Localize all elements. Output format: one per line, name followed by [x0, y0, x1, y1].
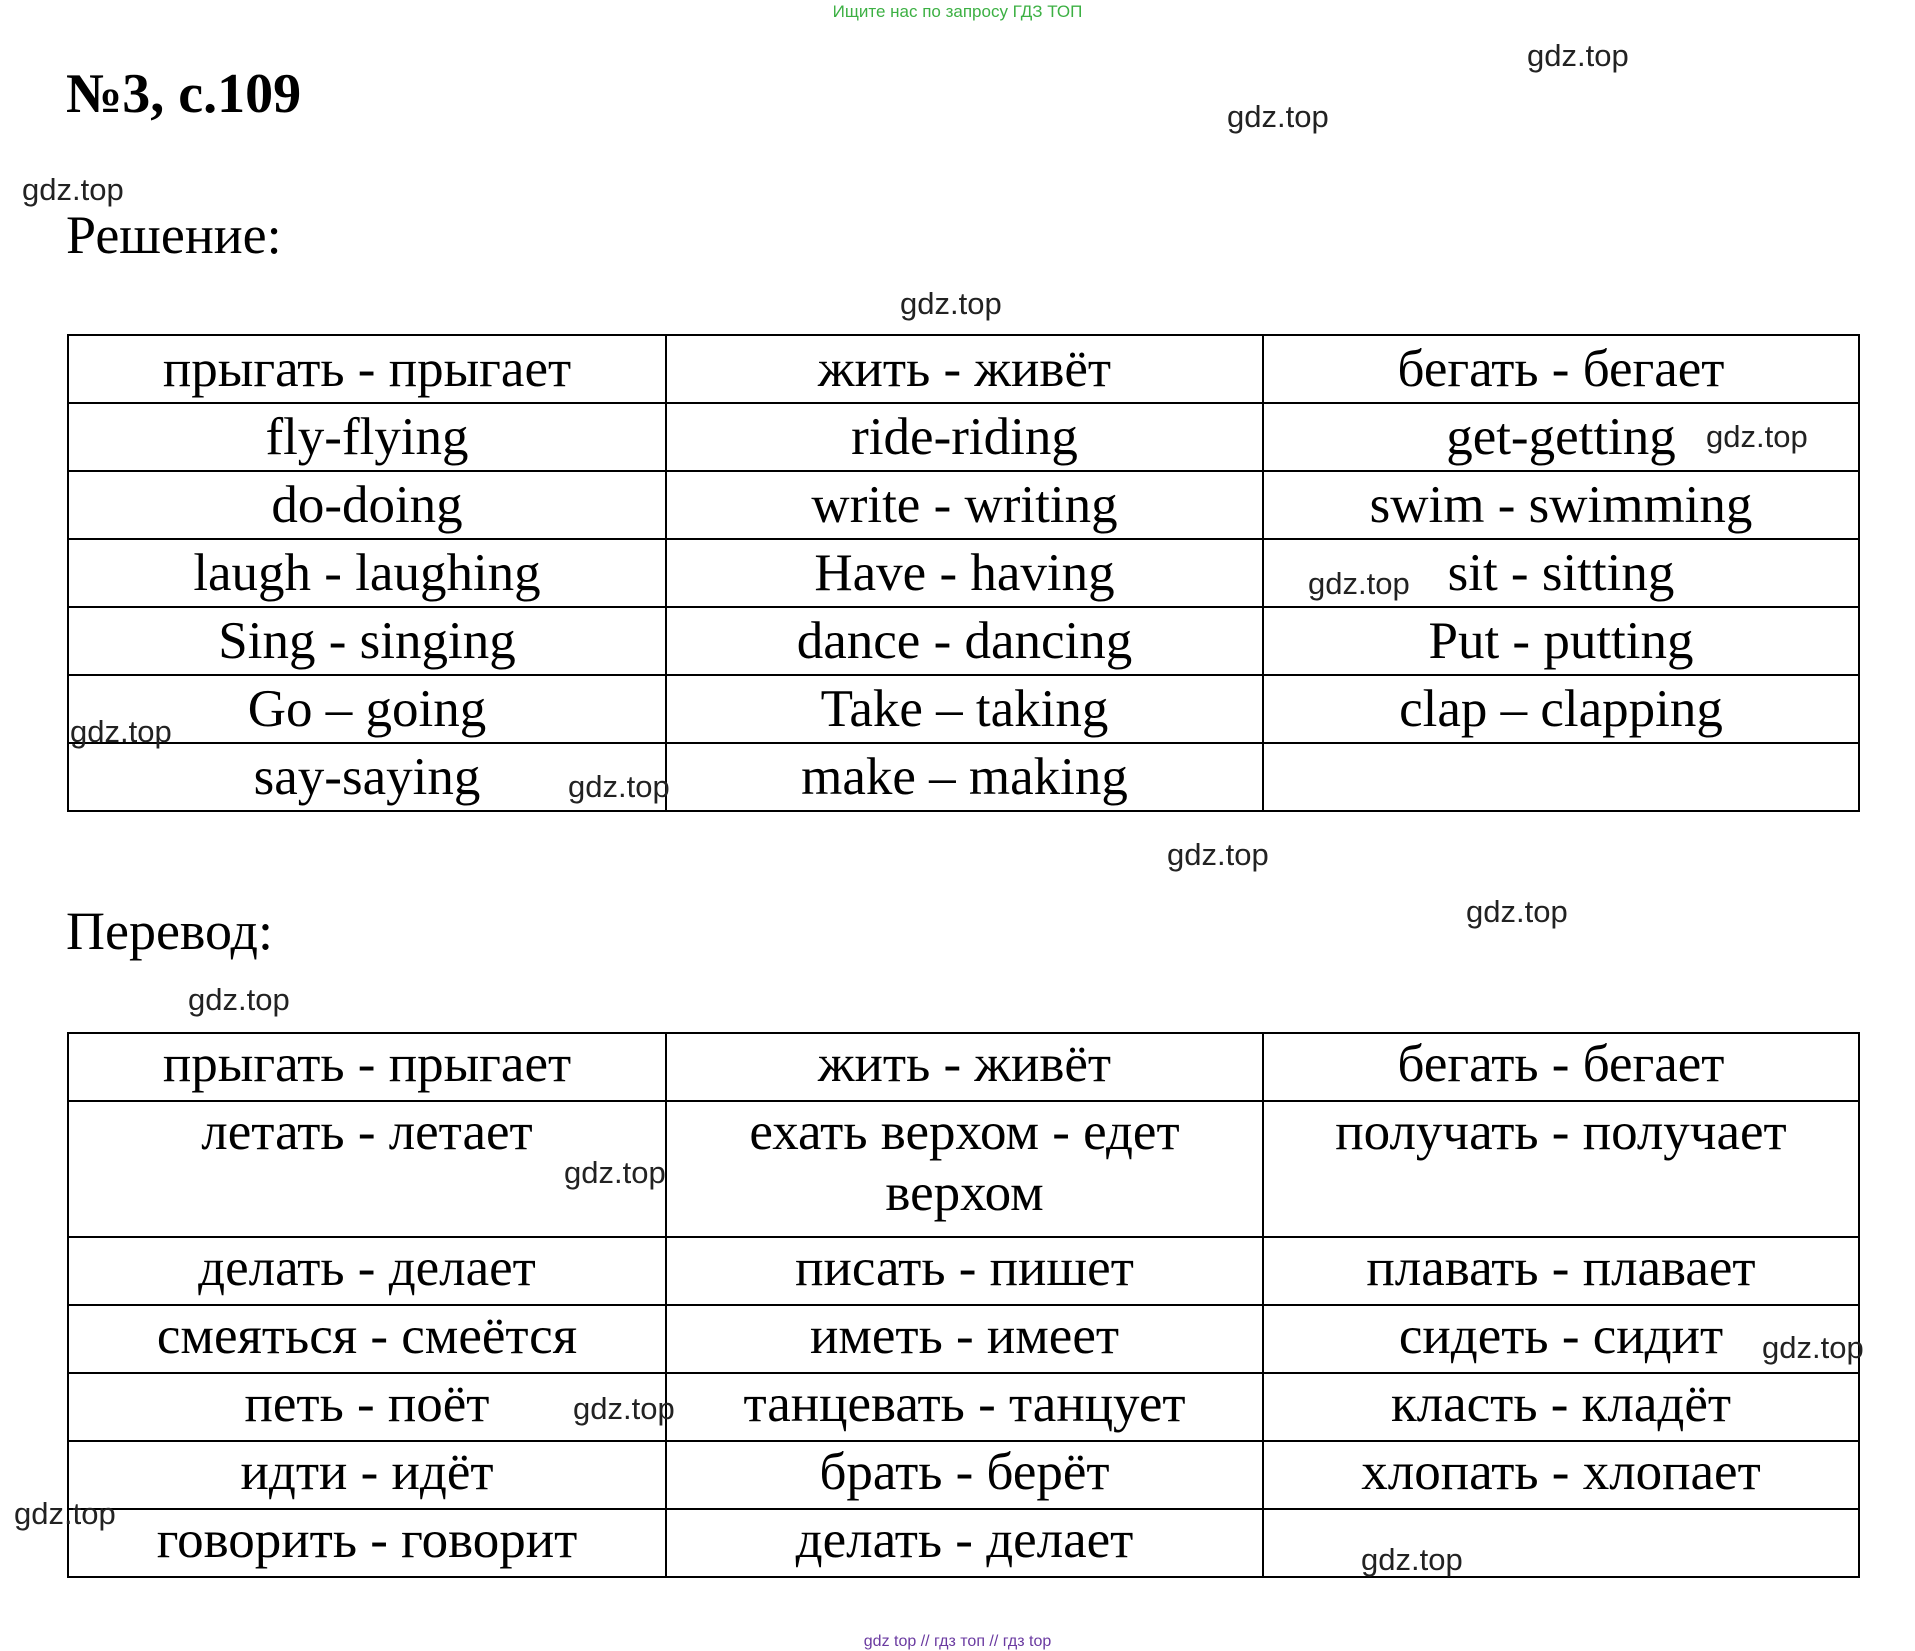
watermark: gdz.top	[1466, 894, 1568, 929]
table-cell: бегать - бегает	[1263, 1033, 1859, 1101]
search-hint: Ищите нас по запросу ГДЗ ТОП	[832, 2, 1083, 21]
watermark: gdz.top	[22, 172, 124, 207]
table-cell: write - writing	[666, 471, 1263, 539]
table-cell: жить - живёт	[666, 335, 1263, 403]
table-cell: ехать верхом - едет верхом	[666, 1101, 1263, 1237]
table-cell	[1263, 743, 1859, 811]
table-cell: прыгать - прыгает	[68, 335, 666, 403]
table-cell: get-getting	[1263, 403, 1859, 471]
table-cell: clap – clapping	[1263, 675, 1859, 743]
table-cell: летать - летает	[68, 1101, 666, 1237]
watermark: gdz.top	[1706, 419, 1808, 454]
task-title: №3, с.109	[66, 63, 302, 125]
solution-label: Решение:	[66, 205, 282, 265]
table-cell: Sing - singing	[68, 607, 666, 675]
watermark: gdz.top	[568, 769, 670, 804]
watermark: gdz.top	[1762, 1330, 1864, 1365]
table-cell: laugh - laughing	[68, 539, 666, 607]
table-cell: бегать - бегает	[1263, 335, 1859, 403]
table-cell: жить - живёт	[666, 1033, 1263, 1101]
translation-table-body	[68, 1033, 1859, 1577]
solution-table-body	[68, 335, 1859, 811]
watermark: gdz.top	[1361, 1542, 1463, 1577]
table-row	[68, 403, 1859, 471]
table-row	[68, 1101, 1859, 1237]
table-row	[68, 1373, 1859, 1441]
table-row	[68, 1033, 1859, 1101]
table-cell: ride-riding	[666, 403, 1263, 471]
table-cell: Have - having	[666, 539, 1263, 607]
watermark: gdz.top	[188, 982, 290, 1017]
table-cell: сидеть - сидит	[1263, 1305, 1859, 1373]
table-row	[68, 1305, 1859, 1373]
table-cell: смеяться - смеётся	[68, 1305, 666, 1373]
table-cell: петь - поёт	[68, 1373, 666, 1441]
table-cell: делать - делает	[666, 1509, 1263, 1577]
table-row	[68, 1509, 1859, 1577]
watermark: gdz.top	[70, 714, 172, 749]
table-cell: make – making	[666, 743, 1263, 811]
table-row	[68, 1237, 1859, 1305]
table-cell: прыгать - прыгает	[68, 1033, 666, 1101]
watermark: gdz.top	[900, 286, 1002, 321]
table-cell: sit - sitting	[1263, 539, 1859, 607]
table-cell	[1263, 1509, 1859, 1577]
table-cell: брать - берёт	[666, 1441, 1263, 1509]
table-cell: say-saying	[68, 743, 666, 811]
table-cell: делать - делает	[68, 1237, 666, 1305]
watermark: gdz.top	[14, 1496, 116, 1531]
table-cell: Take – taking	[666, 675, 1263, 743]
table-row	[68, 1441, 1859, 1509]
table-cell: иметь - имеет	[666, 1305, 1263, 1373]
table-cell: класть - кладёт	[1263, 1373, 1859, 1441]
table-row	[68, 675, 1859, 743]
table-cell: dance - dancing	[666, 607, 1263, 675]
table-row	[68, 335, 1859, 403]
table-cell: танцевать - танцует	[666, 1373, 1263, 1441]
table-row	[68, 471, 1859, 539]
watermark: gdz.top	[1308, 566, 1410, 601]
watermark: gdz.top	[564, 1155, 666, 1190]
table-row	[68, 743, 1859, 811]
table-row	[68, 607, 1859, 675]
watermark: gdz.top	[1227, 99, 1329, 134]
translation-label: Перевод:	[66, 901, 273, 961]
watermark: gdz.top	[1167, 837, 1269, 872]
table-cell: писать - пишет	[666, 1237, 1263, 1305]
table-cell: do-doing	[68, 471, 666, 539]
table-cell: идти - идёт	[68, 1441, 666, 1509]
table-cell: говорить - говорит	[68, 1509, 666, 1577]
footer-links: gdz top // гдз топ // гдз top	[863, 1633, 1052, 1650]
table-cell: получать - получает	[1263, 1101, 1859, 1237]
table-cell: Go – going	[68, 675, 666, 743]
watermark: gdz.top	[573, 1391, 675, 1426]
table-cell: Put - putting	[1263, 607, 1859, 675]
table-cell: плавать - плавает	[1263, 1237, 1859, 1305]
solution-table	[67, 334, 1860, 812]
table-row	[68, 539, 1859, 607]
table-cell: хлопать - хлопает	[1263, 1441, 1859, 1509]
translation-table	[67, 1032, 1860, 1578]
table-cell: swim - swimming	[1263, 471, 1859, 539]
table-cell: fly-flying	[68, 403, 666, 471]
watermark: gdz.top	[1527, 38, 1629, 73]
